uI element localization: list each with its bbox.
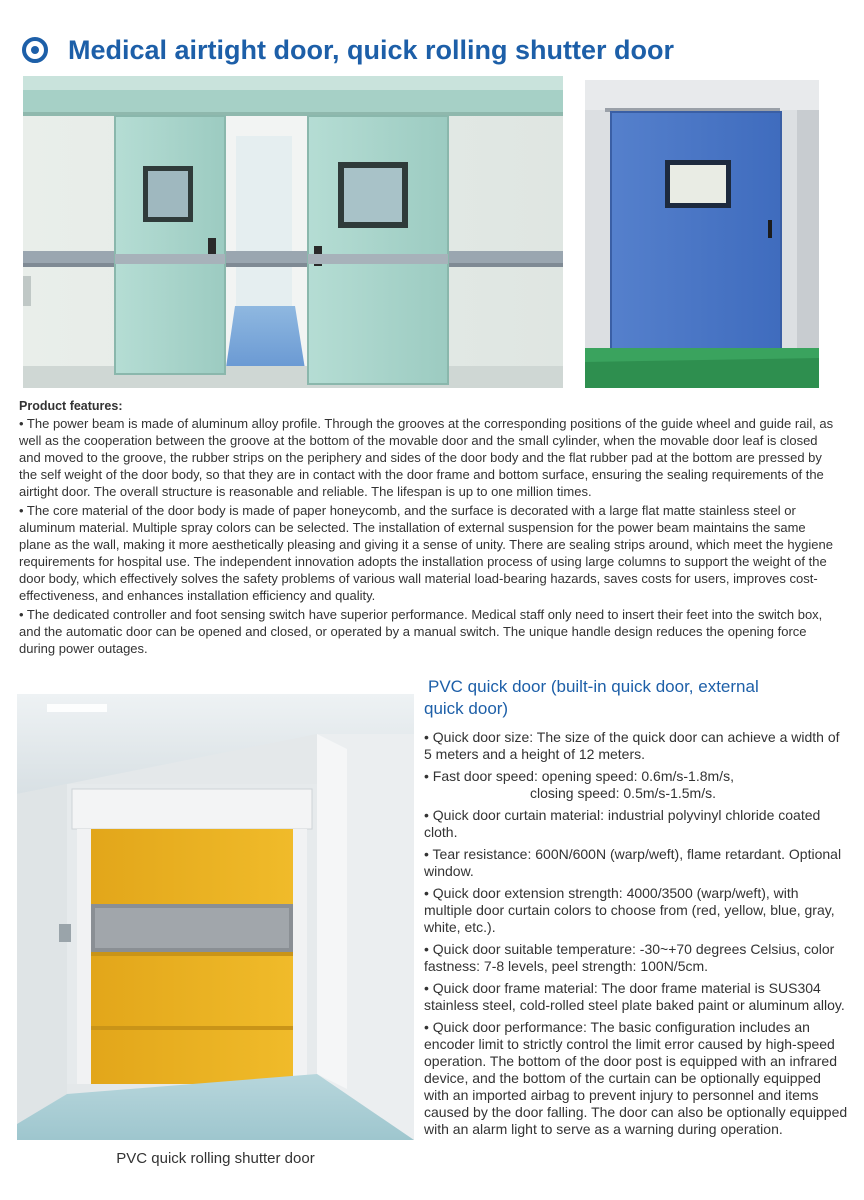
blue-hermetic-door-photo <box>585 80 819 388</box>
target-icon <box>22 37 48 63</box>
spec-performance: • Quick door performance: The basic configuration includes an encoder limit to strictly control the limit error caused by high-speed operation. The bottom of the door post is equipped with an infrared device, and the bottom of the curtain can be optionally equipped with an imported airbag to prevent injury to personnel and items caused by the door falling. The door can also be optionally equipped with an alarm light to serve as a warning during operation. <box>424 1019 848 1137</box>
features-label: Product features: <box>19 399 123 413</box>
pvc-title-line: PVC quick door (built-in quick door, external <box>428 677 759 696</box>
pvc-quick-door-section <box>424 676 848 1143</box>
spec-frame-material: • Quick door frame material: The door frame material is SUS304 stainless steel, cold-rolled steel plate baked paint or aluminum alloy. <box>424 980 845 1013</box>
spec-curtain-material: • Quick door curtain material: industrial polyvinyl chloride coated cloth. <box>424 807 821 840</box>
spec-speed <box>424 768 848 802</box>
feature-item: • The power beam is made of aluminum alloy profile. Through the grooves at the corresponding positions of the guide wheel and guide rail, as well as the cooperation between the groove at the bottom of the movable door and the small cylinder, when the movable door leaf is closed and moved to the groove, the rubber strips on the periphery and sides of the door body and the flat rubber pad at the bottom are pressed by the self weight of the door body, so that they are in contact with the door frame and bottom surface, ensuring the sealing requirements of the airtight door. The overall structure is reasonable and reliable. The lifespan is up to one million times. <box>19 416 834 499</box>
product-features <box>19 398 839 659</box>
spec-extension-strength: • Quick door extension strength: 4000/3500 (warp/weft), with multiple door curtain colors to choose from (red, yellow, blue, gray, white, etc.). <box>424 885 835 935</box>
pvc-quick-door-photo <box>17 694 414 1140</box>
page-title: Medical airtight door, quick rolling shutter door <box>68 34 675 65</box>
spec-temperature: • Quick door suitable temperature: -30~+70 degrees Celsius, color fastness: 7-8 levels, peel strength: 100N/5cm. <box>424 941 835 974</box>
pvc-title-line: quick door) <box>424 699 509 718</box>
pvc-section-title <box>424 676 848 720</box>
feature-item: • The core material of the door body is made of paper honeycomb, and the surface is decorated with a large flat matte stainless steel or aluminum material. Multiple spray colors can be selected. The installation of external suspension for the power beam maintains the same plane as the wall, making it more aesthetically pleasing and giving it a sense of unity. There are sealing strips around, which meet the hygiene requirements for hospital use. The independent innovation adopts the installation process of using large columns to support the weight of the door body, which effectively solves the safety problems of various wall material load-bearing hazards, saves costs for users, improves cost-effectiveness, and enhances installation efficiency and quality. <box>19 503 833 603</box>
spec-size: • Quick door size: The size of the quick door can achieve a width of 5 meters and a height of 12 meters. <box>424 729 840 762</box>
spec-tear-resistance: • Tear resistance: 600N/600N (warp/weft), flame retardant. Optional window. <box>424 846 842 879</box>
feature-item: • The dedicated controller and foot sensing switch have superior performance. Medical staff only need to insert their feet into the switch box, and the automatic door can be opened and closed, or operated by a manual switch. The unique handle design reduces the opening force during power outages. <box>19 607 823 656</box>
airtight-sliding-door-photo <box>23 76 563 388</box>
header <box>22 30 674 70</box>
spec-speed-opening: • Fast door speed: opening speed: 0.6m/s-1.8m/s, <box>424 768 734 784</box>
photo-caption: PVC quick rolling shutter door <box>116 1150 315 1167</box>
spec-speed-closing: closing speed: 0.5m/s-1.5m/s. <box>530 785 716 801</box>
